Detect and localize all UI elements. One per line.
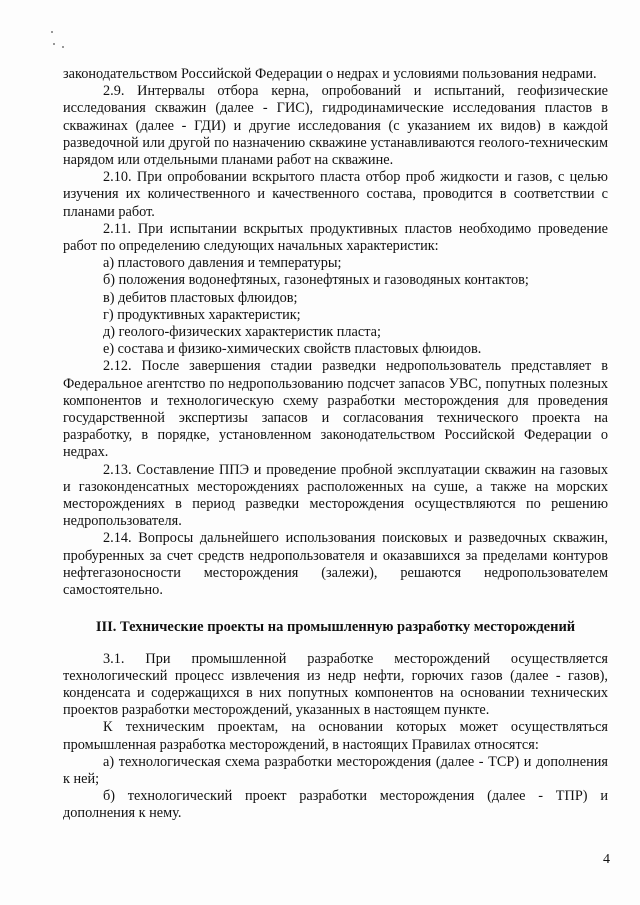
paragraph: б) технологический проект разработки месторождения (далее - ТПР) и дополнения к нему. — [63, 788, 608, 822]
paragraph: К техническим проектам, на основании которых может осуществляться промышленная разработка месторождений, в настоящих Правилах относятся: — [63, 719, 608, 753]
list-item: д) геолого-физических характеристик пласта; — [103, 324, 381, 341]
document-body — [63, 66, 608, 823]
paragraph: 2.14. Вопросы дальнейшего использования поисковых и разведочных скважин, пробуренных за счет средств недропользователя и оказавшихся за пределами контуров нефтегазоносности месторождения (залежи), решаются недропользователем самостоятельно. — [63, 530, 608, 599]
paragraph: 2.11. При испытании вскрытых продуктивных пластов необходимо проведение работ по определению следующих начальных характеристик: — [63, 220, 608, 255]
paragraph: 2.10. При опробовании вскрытого пласта отбор проб жидкости и газов, с целью изучения их количественного и качественного состава, проводится в соответствии с планами работ. — [63, 169, 608, 220]
list-item: в) дебитов пластовых флюидов; — [103, 289, 298, 306]
scan-speck — [53, 43, 55, 45]
list-item: а) пластового давления и температуры; — [103, 255, 342, 272]
paragraph: 2.13. Составление ППЭ и проведение пробной эксплуатации скважин на газовых и газоконденсатных месторождениях расположенных на суше, а также на морских месторождениях в период разведки месторождения осуществляются по решению недропользователя. — [63, 461, 608, 530]
scan-speck — [62, 46, 64, 48]
scan-speck — [51, 31, 53, 33]
paragraph: 3.1. При промышленной разработке месторождений осуществляется технологический процесс извлечения из недр нефти, горючих газов (далее - газов), конденсата и содержащихся в них попутных компонентов на основании технических проектов разработки месторождений, указанных в настоящем пункте. — [63, 650, 608, 719]
list-item: г) продуктивных характеристик; — [103, 306, 301, 323]
paragraph: 2.12. После завершения стадии разведки недропользователь представляет в Федеральное агентство по недропользованию подсчет запасов УВС, попутных полезных компонентов и технологическую схему разработки месторождения для проведения государственной экспертизы запасов и согласования технического проекта на разработку, в порядке, установленном законодательством Российской Федерации о недрах. — [63, 358, 608, 461]
paragraph: 2.9. Интервалы отбора керна, опробований и испытаний, геофизические исследования скважин (далее - ГИС), гидродинамические исследования пластов в скважинах (далее - ГДИ) и другие исследования (с указанием их видов) в каждой разведочной или другой по назначению скважине устанавливаются геолого-техническим нарядом или отдельными планами работ на скважине. — [63, 83, 608, 169]
page-number: 4 — [603, 852, 610, 867]
list-item: б) положения водонефтяных, газонефтяных и газоводяных контактов; — [103, 272, 529, 289]
paragraph: а) технологическая схема разработки месторождения (далее - ТСР) и дополнения к ней; — [63, 753, 608, 787]
list-item: е) состава и физико-химических свойств пластовых флюидов. — [103, 341, 482, 358]
paragraph: законодательством Российской Федерации о недрах и условиями пользования недрами. — [63, 66, 597, 82]
section-heading: III. Технические проекты на промышленную разработку месторождений — [95, 619, 576, 636]
